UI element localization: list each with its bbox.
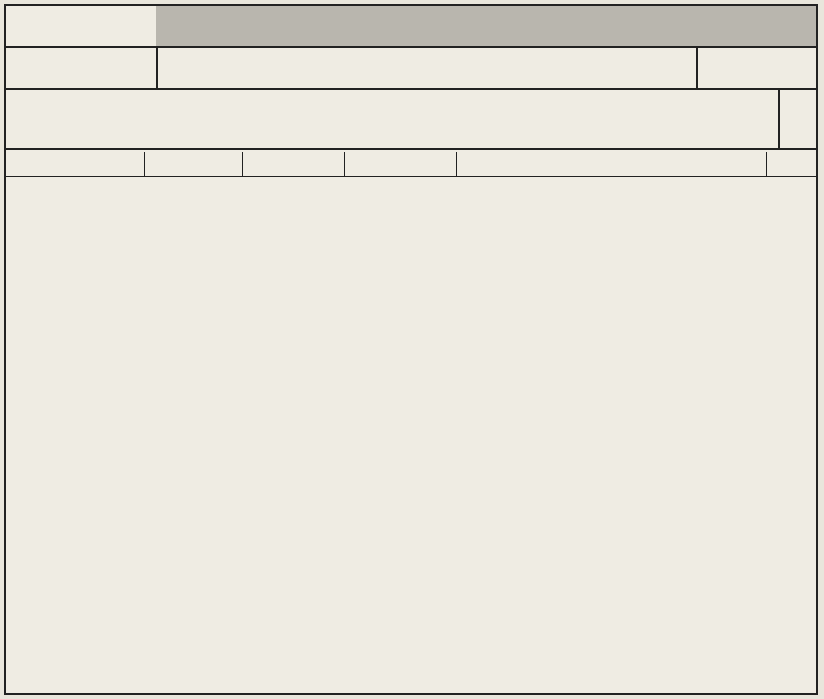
header-questions (456, 152, 766, 176)
paper-title (156, 6, 816, 46)
instructions-note (6, 90, 816, 150)
total-marks (6, 48, 158, 88)
header-option-b (242, 152, 344, 176)
section-title (156, 48, 696, 88)
header-question-number (766, 152, 816, 176)
table-header-row (6, 152, 816, 177)
header-option-a (344, 152, 456, 176)
exam-paper (4, 4, 818, 695)
note-label (778, 90, 816, 148)
paper-header (6, 6, 816, 48)
header-option-d (6, 152, 144, 176)
paper-meta (6, 48, 816, 90)
header-option-c (144, 152, 242, 176)
time-allowed (696, 48, 818, 88)
group-label (6, 6, 158, 46)
